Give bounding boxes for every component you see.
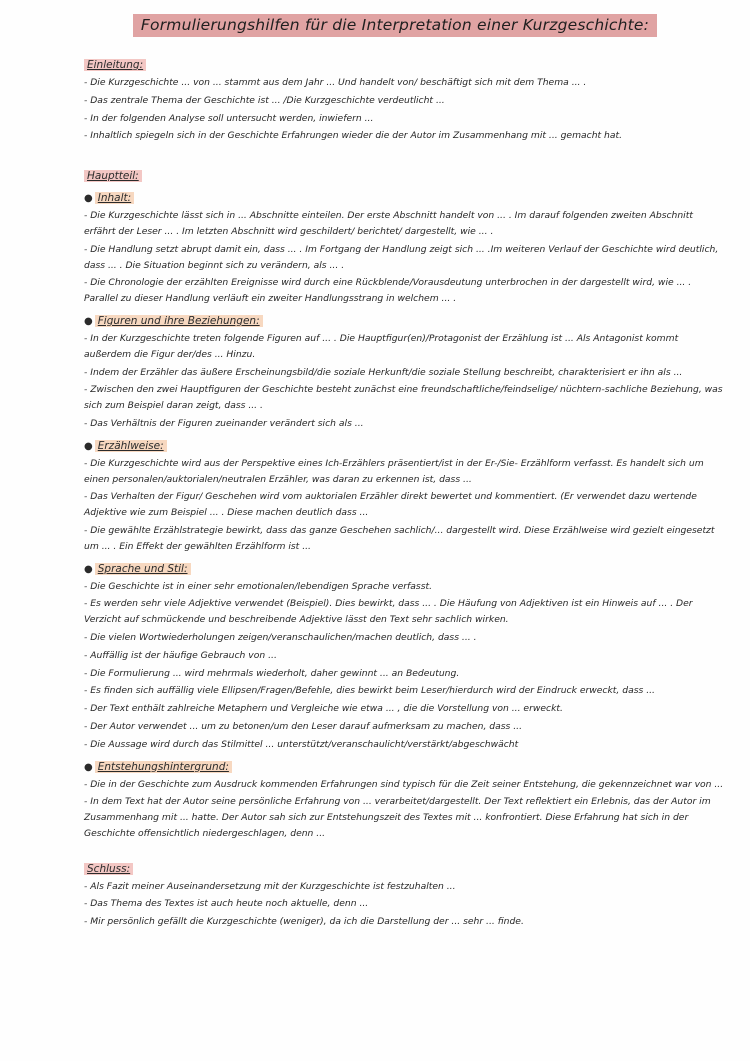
list-item: - Die Aussage wird durch das Stilmittel ... unterstützt/veranschaulicht/verstärkt/abgeschwächt xyxy=(84,738,519,750)
list-item: - In der Kurzgeschichte treten folgende Figuren auf ... . Die Hauptfigur(en)/Protagonist der Erzählung ist ... Als Antagonist kommt außerdem die Figur der/des ... Hinzu. xyxy=(84,332,679,360)
subsection-entstehung xyxy=(84,755,726,842)
list-item: - Inhaltlich spiegeln sich in der Geschichte Erfahrungen wieder die der Autor im Zusammenhang mit ... gemacht hat. xyxy=(84,130,623,142)
list-item: - Das Verhalten der Figur/ Geschehen wird vom auktorialen Erzähler direkt bewertet und kommentiert. (Er verwendet dazu wertende Adjektive wie zum Beispiel ... . Diese machen deutlich dass ... xyxy=(84,491,697,519)
bullet-dot-icon: ● xyxy=(84,315,93,327)
list-item: - Das Thema des Textes ist auch heute noch aktuelle, denn ... xyxy=(84,898,369,910)
heading-schluss: Schluss: xyxy=(84,863,133,875)
section-einleitung xyxy=(84,53,726,144)
list-item: - Die Kurzgeschichte wird aus der Perspektive eines Ich-Erzählers präsentiert/ist in der Er-/Sie- Erzählform verfasst. Es handelt sich um einen personalen/auktorialen/neutralen Erzähler, was daran zu erkennen ist, dass ... xyxy=(84,457,704,485)
bullet-dot-icon: ● xyxy=(84,563,93,575)
list-item: - Mir persönlich gefällt die Kurzgeschichte (weniger), da ich die Darstellung der ... sehr ... finde. xyxy=(84,916,524,928)
page-title: Formulierungshilfen für die Interpretation einer Kurzgeschichte: xyxy=(133,14,657,37)
subsection-sprache xyxy=(84,557,726,753)
list-item: - In der folgenden Analyse soll untersucht werden, inwiefern ... xyxy=(84,112,374,124)
subsection-erzaehlweise xyxy=(84,434,726,555)
list-item: - Die Chronologie der erzählten Ereignisse wird durch eine Rückblende/Vorausdeutung unterbrochen in der dargestellt wird, wie ... . Parallel zu dieser Handlung verläuft ein zweiter Handlungsstrang in welchem ... . xyxy=(84,277,692,305)
list-item: - Die vielen Wortwiederholungen zeigen/veranschaulichen/machen deutlich, dass ... . xyxy=(84,631,477,643)
list-item: - Die Handlung setzt abrupt damit ein, dass ... . Im Fortgang der Handlung zeigt sich ... .Im weiteren Verlauf der Geschichte wird deutlich, dass ... . Die Situation beginnt sich zu verändern, als ... . xyxy=(84,243,719,271)
list-item: - Die gewählte Erzählstrategie bewirkt, dass das ganze Geschehen sachlich/... dargestellt wird. Diese Erzählweise wird gezielt eingesetzt um ... . Ein Effekt der gewählten Erzählform ist ... xyxy=(84,524,715,552)
list-item: - Zwischen den zwei Hauptfiguren der Geschichte besteht zunächst eine freundschaftliche/feindselige/ nüchtern-sachliche Beziehung, was sich zum Beispiel daran zeigt, dass ... . xyxy=(84,384,723,412)
list-item: - Der Autor verwendet ... um zu betonen/um den Leser darauf aufmerksam zu machen, dass ... xyxy=(84,720,522,732)
heading-figuren: Figuren und ihre Beziehungen: xyxy=(95,315,263,327)
heading-hauptteil: Hauptteil: xyxy=(84,170,142,182)
heading-entstehung: Entstehungshintergrund: xyxy=(95,761,232,773)
list-item: - Indem der Erzähler das äußere Erscheinungsbild/die soziale Herkunft/die soziale Stellung beschreibt, charakterisiert er ihn als ... xyxy=(84,366,683,378)
heading-erzaehlweise: Erzählweise: xyxy=(95,440,167,452)
list-item: - Die Kurzgeschichte ... von ... stammt aus dem Jahr ... Und handelt von/ beschäftigt sich mit dem Thema ... . xyxy=(84,77,587,88)
list-item: - Es finden sich auffällig viele Ellipsen/Fragen/Befehle, dies bewirkt beim Leser/hierdurch wird der Eindruck erweckt, dass ... xyxy=(84,685,655,697)
list-item: - Die Formulierung ... wird mehrmals wiederholt, daher gewinnt ... an Bedeutung. xyxy=(84,667,460,679)
list-item: - Als Fazit meiner Auseinandersetzung mit der Kurzgeschichte ist festzuhalten ... xyxy=(84,880,456,892)
subsection-figuren xyxy=(84,309,726,432)
heading-einleitung: Einleitung: xyxy=(84,59,146,71)
title-area xyxy=(64,0,726,48)
section-hauptteil xyxy=(84,164,726,842)
bullet-dot-icon: ● xyxy=(84,761,93,773)
list-item: - Das zentrale Thema der Geschichte ist ... /Die Kurzgeschichte verdeutlicht ... xyxy=(84,94,445,106)
list-item: - Auffällig ist der häufige Gebrauch von ... xyxy=(84,649,277,661)
section-schluss xyxy=(84,857,726,930)
subsection-inhalt xyxy=(84,186,726,307)
list-item: - Der Text enthält zahlreiche Metaphern und Vergleiche wie etwa ... , die die Vorstellung von ... erweckt. xyxy=(84,703,563,715)
list-item: - Die Geschichte ist in einer sehr emotionalen/lebendigen Sprache verfasst. xyxy=(84,580,433,592)
list-item: - Die in der Geschichte zum Ausdruck kommenden Erfahrungen sind typisch für die Zeit seiner Entstehung, die gekennzeichnet war von ... xyxy=(84,778,724,790)
list-item: - Es werden sehr viele Adjektive verwendet (Beispiel). Dies bewirkt, dass ... . Die Häufung von Adjektiven ist ein Hinweis auf ... . Der Verzicht auf schmückende und beschreibende Adjektive lässt den Text sehr sachlich wirken. xyxy=(84,598,693,626)
heading-sprache: Sprache und Stil: xyxy=(95,563,191,575)
heading-inhalt: Inhalt: xyxy=(95,192,134,204)
list-item: - Das Verhältnis der Figuren zueinander verändert sich als ... xyxy=(84,417,364,429)
bullet-dot-icon: ● xyxy=(84,440,93,452)
bullet-dot-icon: ● xyxy=(84,193,93,205)
list-item: - Die Kurzgeschichte lässt sich in ... Abschnitte einteilen. Der erste Abschnitt handelt von ... . Im darauf folgenden zweiten Abschnitt erfährt der Leser ... . Im letzten Abschnitt wird geschildert/ berichtet/ dargestellt, wie ... . xyxy=(84,210,693,237)
list-item: - In dem Text hat der Autor seine persönliche Erfahrung von ... verarbeitet/dargestellt. Der Text reflektiert ein Erlebnis, das der Autor im Zusammenhang mit ... hatte. Der Autor sah sich zur Entstehungszeit des Textes mit ... konfrontiert. Diese Erfahrung hat sich in der Geschichte offensichtlich niedergeschlagen, denn ... xyxy=(84,796,711,839)
